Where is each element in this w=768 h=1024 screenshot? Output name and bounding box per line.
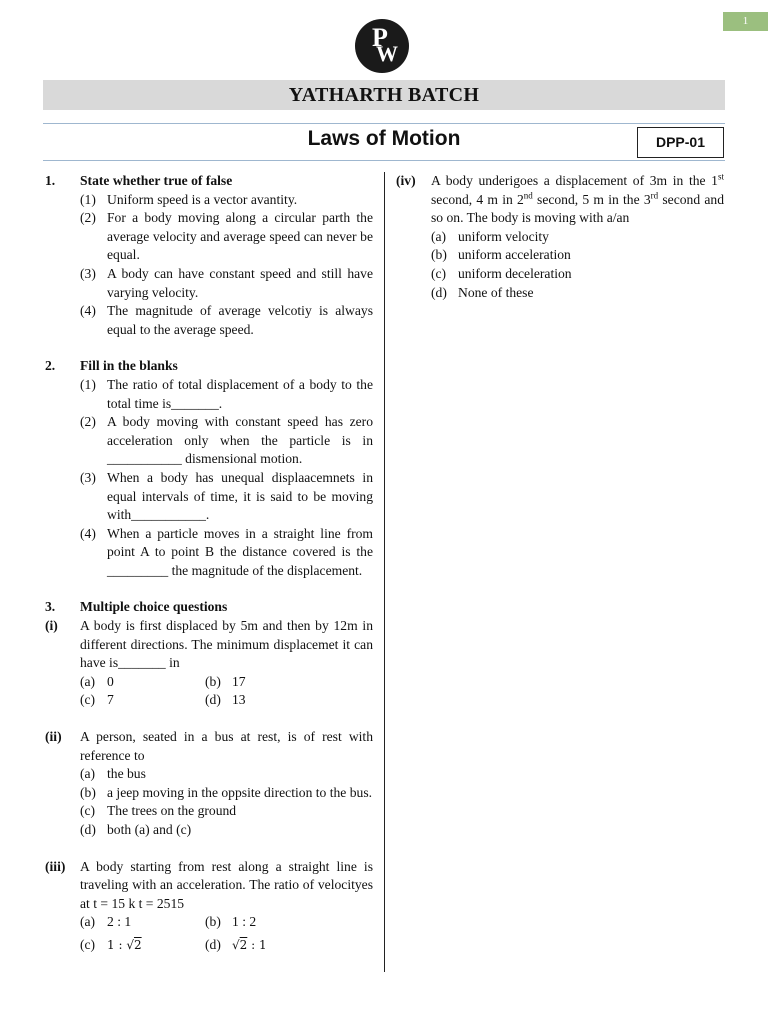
mcq-label: (iv) bbox=[396, 173, 416, 188]
option-label: (c) bbox=[80, 803, 96, 819]
option-label: (a) bbox=[80, 914, 96, 930]
mcq-label: (i) bbox=[45, 618, 58, 634]
option bbox=[80, 913, 205, 932]
option bbox=[205, 936, 330, 955]
option bbox=[80, 802, 373, 821]
item-text: The magnitude of average velcotiy is always equal to the average speed. bbox=[107, 303, 373, 337]
option bbox=[80, 821, 373, 840]
logo-letter-p: P bbox=[372, 23, 388, 52]
mcq-i bbox=[45, 617, 373, 673]
question-3-header bbox=[45, 598, 373, 617]
option-text: 13 bbox=[232, 692, 246, 708]
mcq-label: (iii) bbox=[45, 858, 66, 874]
option-row bbox=[80, 673, 373, 692]
option bbox=[205, 691, 330, 710]
mcq-label: (ii) bbox=[45, 729, 62, 745]
item-label: (4) bbox=[80, 303, 96, 319]
mcq-text: A person, seated in a bus at rest, is of rest with reference to bbox=[80, 729, 373, 763]
option bbox=[80, 673, 205, 692]
option-text: uniform acceleration bbox=[458, 247, 571, 263]
option-label: (b) bbox=[205, 673, 221, 689]
mcq-text: A body underigoes a displacement of 3m in the 1st second, 4 m in 2nd second, 5 m in the 3rd second and so on. The body is moving with a/an bbox=[431, 171, 724, 226]
option-text: a jeep moving in the oppsite direction to the bus. bbox=[107, 784, 373, 800]
option bbox=[80, 784, 373, 803]
right-column bbox=[396, 172, 724, 302]
list-item bbox=[80, 191, 373, 210]
option-text: 7 bbox=[107, 692, 114, 708]
option-label: (b) bbox=[205, 914, 221, 930]
option-label: (a) bbox=[80, 766, 96, 782]
item-text: The ratio of total displacement of a body to the total time is_______. bbox=[107, 376, 373, 411]
question-1-header bbox=[45, 172, 373, 191]
option-label: (d) bbox=[80, 822, 96, 837]
page-number: 1 bbox=[723, 12, 768, 31]
option-text: The trees on the ground bbox=[107, 803, 237, 819]
logo-letter-w: W bbox=[376, 41, 398, 66]
list-item bbox=[80, 413, 373, 469]
question-title: State whether true of false bbox=[80, 173, 233, 188]
option bbox=[205, 913, 330, 932]
option-label: (c) bbox=[80, 936, 96, 952]
option-text: uniform velocity bbox=[458, 228, 549, 244]
option bbox=[205, 673, 330, 692]
option-text: both (a) and (c) bbox=[107, 822, 192, 837]
item-text: A body can have constant speed and still have varying velocity. bbox=[107, 265, 373, 300]
option-label: (d) bbox=[205, 936, 221, 952]
option bbox=[431, 228, 724, 247]
option bbox=[80, 691, 205, 710]
item-text: Uniform speed is a vector avantity. bbox=[107, 191, 298, 207]
list-item bbox=[80, 525, 373, 581]
question-number: 3. bbox=[45, 599, 56, 615]
mcq-ii bbox=[45, 728, 373, 765]
option-row bbox=[80, 913, 373, 932]
option-row bbox=[80, 936, 373, 955]
dpp-badge: DPP-01 bbox=[637, 127, 724, 158]
list-item bbox=[80, 209, 373, 265]
option-label: (b) bbox=[431, 247, 447, 263]
option bbox=[431, 265, 724, 284]
option-label: (b) bbox=[80, 784, 96, 800]
question-number: 2. bbox=[45, 358, 56, 374]
option-text: 17 bbox=[232, 673, 246, 689]
option-text: uniform deceleration bbox=[458, 265, 572, 281]
option-label: (a) bbox=[80, 673, 96, 689]
list-item bbox=[80, 469, 373, 525]
item-label: (1) bbox=[80, 376, 96, 392]
item-text: When a particle moves in a straight line from point A to point B the distance covered is the _________ the magnitude of the displacement. bbox=[107, 525, 373, 578]
question-2-header bbox=[45, 357, 373, 376]
mcq-iii bbox=[45, 858, 373, 914]
question-title: Multiple choice questions bbox=[80, 599, 228, 615]
option-label: (d) bbox=[431, 284, 447, 300]
option-row bbox=[80, 691, 373, 710]
option-text: 1 : 2 bbox=[232, 914, 257, 930]
option-text: 2 : 1 bbox=[107, 914, 132, 930]
item-text: A body moving with constant speed has zero acceleration only when the particle is in ___________ dismensional motion. bbox=[107, 414, 373, 467]
item-label: (4) bbox=[80, 525, 96, 541]
option-label: (a) bbox=[431, 228, 447, 244]
pw-logo bbox=[355, 19, 409, 73]
question-number: 1. bbox=[45, 173, 56, 188]
item-label: (3) bbox=[80, 265, 96, 281]
mcq-text: A body is first displaced by 5m and then by 12m in different directions. The minimum displacemet it can have is_______ in bbox=[80, 618, 373, 671]
question-title: Fill in the blanks bbox=[80, 358, 178, 374]
item-label: (2) bbox=[80, 210, 96, 226]
mcq-text: A body starting from rest along a straight line is traveling with an acceleration. The ratio of velocityes at t = 15 k t = 2515 bbox=[80, 858, 373, 911]
option-text: √2 : 1 bbox=[232, 937, 267, 952]
list-item bbox=[80, 302, 373, 339]
item-label: (1) bbox=[80, 191, 96, 207]
option-text: None of these bbox=[458, 284, 534, 300]
list-item bbox=[80, 376, 373, 413]
left-column bbox=[45, 172, 373, 955]
option-label: (c) bbox=[431, 265, 447, 281]
divider-top bbox=[43, 123, 725, 124]
item-label: (3) bbox=[80, 469, 96, 485]
item-text: For a body moving along a circular parth the average velocity and average speed can never be equal. bbox=[107, 210, 373, 263]
option-label: (c) bbox=[80, 692, 96, 708]
option-text: the bus bbox=[107, 766, 146, 782]
option bbox=[431, 246, 724, 265]
option bbox=[431, 284, 724, 303]
item-label: (2) bbox=[80, 414, 96, 430]
batch-title: YATHARTH BATCH bbox=[43, 80, 725, 110]
option bbox=[80, 936, 205, 955]
column-divider bbox=[384, 172, 385, 972]
divider-bottom bbox=[43, 160, 725, 161]
option-text: 1 : √2 bbox=[107, 937, 142, 952]
option-label: (d) bbox=[205, 692, 221, 708]
option bbox=[80, 765, 373, 784]
page-title: Laws of Motion bbox=[307, 127, 461, 150]
list-item bbox=[80, 265, 373, 302]
item-text: When a body has unequal displaacemnets in equal intervals of time, it is said to be moving with___________. bbox=[107, 469, 373, 523]
mcq-iv bbox=[396, 172, 724, 228]
option-text: 0 bbox=[107, 673, 114, 689]
